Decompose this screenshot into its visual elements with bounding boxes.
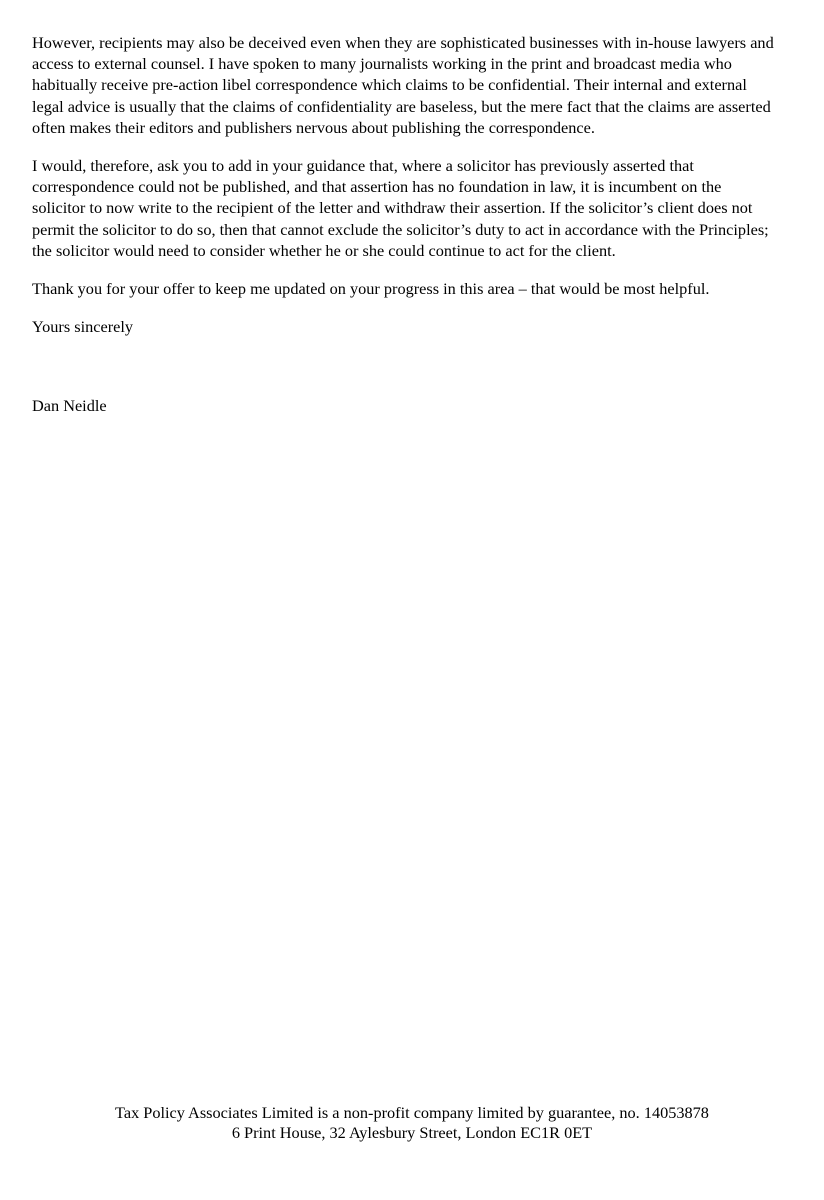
letter-body (32, 32, 777, 417)
footer-address-line: 6 Print House, 32 Aylesbury Street, London EC1R 0ET (231, 1123, 593, 1142)
paragraph-thanks: Thank you for your offer to keep me updated on your progress in this area – that would be most helpful. (32, 279, 710, 299)
signatory-name: Dan Neidle (32, 396, 107, 416)
paragraph-deception: However, recipients may also be deceived even when they are sophisticated businesses with in-house lawyers and access to external counsel. I have spoken to many journalists working in the print and broadcast media who habitually receive pre-action libel correspondence which claims to be confidential. Their internal and external legal advice is usually that the claims of confidentiality are baseless, but the mere fact that the claims are asserted often makes their editors and publishers nervous about publishing the correspondence. (32, 33, 774, 137)
footer-company-line: Tax Policy Associates Limited is a non-profit company limited by guarantee, no. 14053878 (115, 1103, 709, 1122)
company-footer (0, 1103, 824, 1143)
closing-salutation: Yours sincerely (32, 317, 134, 337)
paragraph-guidance-request: I would, therefore, ask you to add in your guidance that, where a solicitor has previously asserted that correspondence could not be published, and that assertion has no foundation in law, it is incumbent on the solicitor to now write to the recipient of the letter and withdraw their assertion. If the solicitor’s client does not permit the solicitor to do so, then that cannot exclude the solicitor’s duty to act in accordance with the Principles; the solicitor would need to consider whether he or she could continue to act for the client. (32, 156, 769, 260)
